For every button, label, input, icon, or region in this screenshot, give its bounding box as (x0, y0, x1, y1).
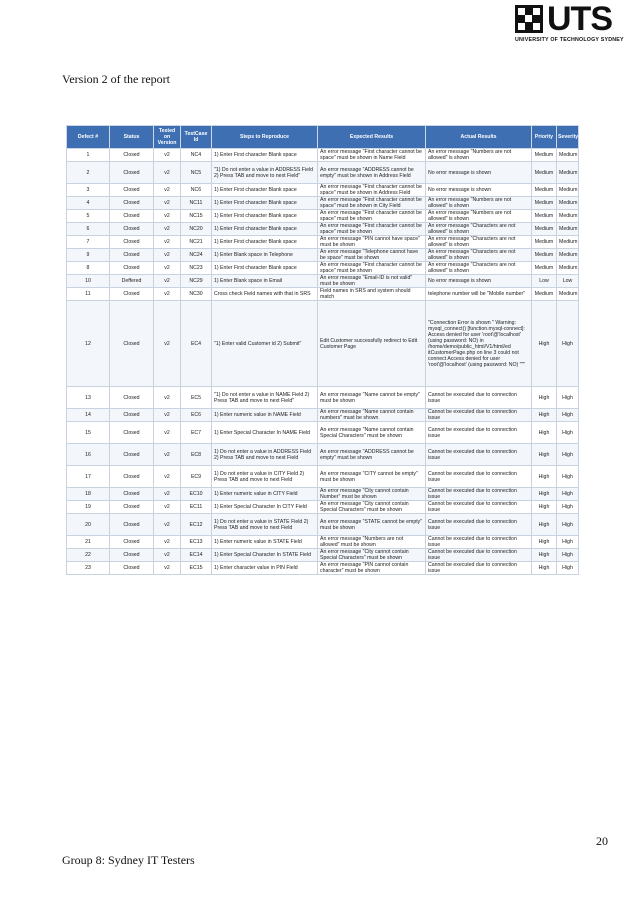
cell-testcase-id: NC6 (181, 184, 212, 197)
cell-version: v2 (154, 184, 181, 197)
cell-steps: Cross check Field names with that in SRS (212, 288, 318, 301)
cell-actual: telephone number will be "Mobile number" (426, 288, 532, 301)
cell-severity: High (557, 301, 579, 387)
uts-logo-subtitle: UNIVERSITY OF TECHNOLOGY SYDNEY (515, 37, 624, 43)
cell-status: Closed (110, 210, 154, 223)
page-number: 20 (596, 834, 608, 848)
cell-actual: Cannot be executed due to connection issue (426, 501, 532, 514)
cell-status: Closed (110, 501, 154, 514)
cell-steps: 1) Enter numeric value in STATE Field (212, 536, 318, 549)
cell-version: v2 (154, 210, 181, 223)
footer-text: Group 8: Sydney IT Testers (62, 853, 195, 867)
cell-status: Closed (110, 422, 154, 444)
cell-severity: High (557, 536, 579, 549)
cell-priority: Medium (532, 262, 557, 275)
cell-priority: High (532, 501, 557, 514)
table-row (67, 409, 579, 422)
cell-severity: Medium (557, 149, 579, 162)
cell-status: Closed (110, 288, 154, 301)
cell-defect-id: 18 (67, 488, 110, 501)
table-row (67, 488, 579, 501)
table-row (67, 162, 579, 184)
cell-steps: 1) Enter character value in PIN Field (212, 562, 318, 575)
cell-expected: An error message "First character cannot be space" must be shown (318, 210, 426, 223)
cell-actual: Cannot be executed due to connection issue (426, 387, 532, 409)
cell-priority: High (532, 422, 557, 444)
cell-actual: "Connection Error is shown " Warning: mysql_connect() [function.mysql-connect]: Access denied for user 'root'@'localhost' (using password: NO) in /home/demo/public_html/V1/html/ed itCustomerPage.php on line 3 could not connect Access denied for user 'root'@'localhost' (using password: NO) """ (426, 301, 532, 387)
cell-status: Closed (110, 197, 154, 210)
cell-expected: An error message "CITY cannot be empty" must be shown (318, 466, 426, 488)
cell-testcase-id: EC11 (181, 501, 212, 514)
cell-version: v2 (154, 562, 181, 575)
cell-severity: Medium (557, 288, 579, 301)
table-row (67, 149, 579, 162)
table-row (67, 549, 579, 562)
cell-expected: An error message "First character cannot be space" must be shown (318, 262, 426, 275)
table-row (67, 249, 579, 262)
cell-actual: Cannot be executed due to connection issue (426, 549, 532, 562)
cell-testcase-id: NC11 (181, 197, 212, 210)
cell-testcase-id: EC13 (181, 536, 212, 549)
cell-priority: High (532, 466, 557, 488)
table-row (67, 197, 579, 210)
cell-testcase-id: EC8 (181, 444, 212, 466)
cell-actual: An error message "Characters are not allowed" is shown (426, 249, 532, 262)
cell-defect-id: 23 (67, 562, 110, 575)
cell-steps: 1) Enter numeric value in CITY Field (212, 488, 318, 501)
cell-expected: An error message "First character cannot be space" must be shown (318, 223, 426, 236)
cell-expected: Edit Customer successfully redirect to Edit Customer Page (318, 301, 426, 387)
cell-steps: 1) Enter First character Blank space (212, 149, 318, 162)
cell-status: Closed (110, 466, 154, 488)
header-actual: Actual Results (426, 126, 532, 149)
cell-severity: High (557, 562, 579, 575)
cell-severity: High (557, 387, 579, 409)
cell-priority: High (532, 301, 557, 387)
cell-actual: Cannot be executed due to connection issue (426, 422, 532, 444)
cell-actual: Cannot be executed due to connection issue (426, 536, 532, 549)
cell-status: Closed (110, 262, 154, 275)
cell-defect-id: 2 (67, 162, 110, 184)
cell-testcase-id: NC15 (181, 210, 212, 223)
cell-severity: Medium (557, 197, 579, 210)
cell-version: v2 (154, 197, 181, 210)
cell-defect-id: 17 (67, 466, 110, 488)
cell-expected: An error message "PIN cannot contain character" must be shown (318, 562, 426, 575)
cell-defect-id: 9 (67, 249, 110, 262)
cell-status: Closed (110, 236, 154, 249)
cell-expected: An error message "PIN cannot have space" must be shown (318, 236, 426, 249)
cell-status: Closed (110, 444, 154, 466)
cell-expected: An error message "Numbers are not allowed" must be shown (318, 536, 426, 549)
cell-actual: An error message "Characters are not allowed" is shown (426, 223, 532, 236)
cell-expected: An error message "City cannot contain Special Characters" must be shown (318, 501, 426, 514)
cell-severity: Medium (557, 236, 579, 249)
cell-steps: 1) Do not enter a value in ADDRESS Field 2) Press TAB and move to next Field (212, 444, 318, 466)
cell-testcase-id: EC5 (181, 387, 212, 409)
header-defect: Defect # (67, 126, 110, 149)
cell-testcase-id: EC15 (181, 562, 212, 575)
cell-testcase-id: EC6 (181, 409, 212, 422)
cell-priority: High (532, 387, 557, 409)
cell-actual: An error message "Characters are not allowed" is shown (426, 236, 532, 249)
cell-actual: Cannot be executed due to connection issue (426, 488, 532, 501)
cell-priority: Low (532, 275, 557, 288)
cell-version: v2 (154, 501, 181, 514)
cell-status: Closed (110, 149, 154, 162)
cell-status: Closed (110, 562, 154, 575)
cell-steps: 1) Enter Special Character In NAME Field (212, 422, 318, 444)
cell-expected: An error message "ADDRESS cannot be empty" must be shown (318, 444, 426, 466)
table-row (67, 236, 579, 249)
cell-defect-id: 21 (67, 536, 110, 549)
cell-actual: Cannot be executed due to connection issue (426, 466, 532, 488)
cell-expected: An error message "Name cannot contain Special Characters" must be shown (318, 422, 426, 444)
cell-severity: High (557, 444, 579, 466)
cell-steps: 1) Enter numeric value in NAME Field (212, 409, 318, 422)
cell-defect-id: 14 (67, 409, 110, 422)
cell-defect-id: 1 (67, 149, 110, 162)
cell-version: v2 (154, 422, 181, 444)
defect-table (66, 125, 579, 575)
cell-version: v2 (154, 149, 181, 162)
cell-severity: Low (557, 275, 579, 288)
cell-expected: An error message "Telephone cannot have be space" must be shown (318, 249, 426, 262)
cell-expected: An error message "Email-ID is not valid" must be shown (318, 275, 426, 288)
cell-actual: No error message is shown (426, 275, 532, 288)
table-row (67, 501, 579, 514)
cell-testcase-id: NC29 (181, 275, 212, 288)
header-expected: Expected Results (318, 126, 426, 149)
header-steps: Steps to Reproduce (212, 126, 318, 149)
cell-expected: An error message "First character cannot be space" must be shown in Address Field (318, 184, 426, 197)
cell-steps: 1) Enter First character Blank space (212, 236, 318, 249)
header-status: Status (110, 126, 154, 149)
table-row (67, 466, 579, 488)
cell-steps: 1) Enter Special Character In CITY Field (212, 501, 318, 514)
cell-testcase-id: NC4 (181, 149, 212, 162)
cell-testcase-id: EC4 (181, 301, 212, 387)
cell-version: v2 (154, 409, 181, 422)
table-row (67, 387, 579, 409)
cell-defect-id: 10 (67, 275, 110, 288)
cell-priority: High (532, 444, 557, 466)
cell-defect-id: 5 (67, 210, 110, 223)
uts-logo-mark-icon (515, 5, 543, 33)
cell-steps: 1) Enter First character Blank space (212, 210, 318, 223)
cell-version: v2 (154, 466, 181, 488)
cell-actual: An error message "Numbers are not allowed" is shown (426, 210, 532, 223)
uts-logo (515, 0, 624, 48)
cell-testcase-id: EC14 (181, 549, 212, 562)
cell-status: Closed (110, 301, 154, 387)
cell-priority: Medium (532, 223, 557, 236)
cell-actual: Cannot be executed due to connection issue (426, 409, 532, 422)
cell-steps: 1) Do not enter a value in STATE Field 2) Press TAB and move to next Field (212, 514, 318, 536)
table-row (67, 275, 579, 288)
cell-severity: Medium (557, 210, 579, 223)
cell-defect-id: 22 (67, 549, 110, 562)
cell-version: v2 (154, 275, 181, 288)
cell-status: Deffered (110, 275, 154, 288)
cell-steps: 1) Enter First character Blank space (212, 184, 318, 197)
header-tested-on-version: Tested on Version (154, 126, 181, 149)
cell-version: v2 (154, 236, 181, 249)
cell-testcase-id: EC10 (181, 488, 212, 501)
cell-priority: High (532, 488, 557, 501)
cell-priority: High (532, 562, 557, 575)
cell-actual: An error message "Characters are not allowed" is shown (426, 262, 532, 275)
cell-steps: 1) Enter First character Blank space (212, 197, 318, 210)
cell-actual: An error message "Numbers are not allowed" is shown (426, 197, 532, 210)
cell-actual: Cannot be executed due to connection issue (426, 444, 532, 466)
cell-priority: Medium (532, 149, 557, 162)
cell-expected: An error message "Name cannot be empty" must be shown (318, 387, 426, 409)
cell-status: Closed (110, 488, 154, 501)
cell-steps: 1) Enter First character Blank space (212, 262, 318, 275)
cell-expected: An error message "First character cannot be space" must be shown in Name Field (318, 149, 426, 162)
cell-defect-id: 8 (67, 262, 110, 275)
table-row (67, 444, 579, 466)
cell-defect-id: 11 (67, 288, 110, 301)
cell-severity: High (557, 501, 579, 514)
cell-status: Closed (110, 387, 154, 409)
cell-testcase-id: EC12 (181, 514, 212, 536)
cell-testcase-id: NC23 (181, 262, 212, 275)
cell-version: v2 (154, 301, 181, 387)
cell-version: v2 (154, 387, 181, 409)
cell-steps: 1) Enter Special Character In STATE Field (212, 549, 318, 562)
cell-version: v2 (154, 162, 181, 184)
cell-expected: Field names in SRS and system should match (318, 288, 426, 301)
cell-testcase-id: NC5 (181, 162, 212, 184)
cell-severity: Medium (557, 249, 579, 262)
table-row (67, 288, 579, 301)
cell-severity: Medium (557, 162, 579, 184)
cell-version: v2 (154, 536, 181, 549)
cell-priority: Medium (532, 210, 557, 223)
cell-severity: High (557, 466, 579, 488)
cell-version: v2 (154, 262, 181, 275)
cell-version: v2 (154, 223, 181, 236)
table-row (67, 562, 579, 575)
cell-steps: 1) Enter Blank space in Email (212, 275, 318, 288)
table-row (67, 210, 579, 223)
cell-defect-id: 4 (67, 197, 110, 210)
cell-defect-id: 6 (67, 223, 110, 236)
cell-steps: 1) Do not enter a value in CITY Field 2) Press TAB and move to next Field (212, 466, 318, 488)
cell-severity: Medium (557, 223, 579, 236)
cell-defect-id: 7 (67, 236, 110, 249)
table-row (67, 184, 579, 197)
cell-testcase-id: NC30 (181, 288, 212, 301)
cell-status: Closed (110, 536, 154, 549)
cell-steps: 1) Enter First character Blank space (212, 223, 318, 236)
cell-actual: Cannot be executed due to connection issue (426, 562, 532, 575)
cell-version: v2 (154, 514, 181, 536)
cell-actual: No error message is shown (426, 184, 532, 197)
table-row (67, 223, 579, 236)
cell-priority: Medium (532, 249, 557, 262)
cell-priority: Medium (532, 236, 557, 249)
cell-status: Closed (110, 249, 154, 262)
cell-severity: High (557, 409, 579, 422)
cell-expected: An error message "ADDRESS cannot be empty" must be shown in Address Field (318, 162, 426, 184)
cell-version: v2 (154, 288, 181, 301)
cell-priority: Medium (532, 162, 557, 184)
cell-priority: Medium (532, 184, 557, 197)
cell-actual: No error message is shown (426, 162, 532, 184)
cell-steps: "1) Enter valid Customer id 2) Submit" (212, 301, 318, 387)
cell-status: Closed (110, 514, 154, 536)
table-row (67, 262, 579, 275)
table-row (67, 514, 579, 536)
cell-priority: Medium (532, 197, 557, 210)
header-priority: Priority (532, 126, 557, 149)
cell-version: v2 (154, 549, 181, 562)
cell-defect-id: 19 (67, 501, 110, 514)
cell-version: v2 (154, 249, 181, 262)
cell-defect-id: 15 (67, 422, 110, 444)
cell-status: Closed (110, 162, 154, 184)
cell-severity: High (557, 514, 579, 536)
cell-defect-id: 12 (67, 301, 110, 387)
cell-defect-id: 13 (67, 387, 110, 409)
cell-status: Closed (110, 184, 154, 197)
table-body (67, 149, 579, 575)
cell-expected: An error message "STATE cannot be empty" must be shown (318, 514, 426, 536)
uts-logo-text: UTS (547, 0, 612, 38)
cell-defect-id: 3 (67, 184, 110, 197)
table-row (67, 422, 579, 444)
header-severity: Severity (557, 126, 579, 149)
cell-testcase-id: NC20 (181, 223, 212, 236)
cell-severity: High (557, 422, 579, 444)
cell-severity: Medium (557, 184, 579, 197)
cell-expected: An error message "Name cannot contain numbers" must be shown (318, 409, 426, 422)
cell-priority: High (532, 514, 557, 536)
cell-actual: An error message "Numbers are not allowed" is shown (426, 149, 532, 162)
cell-defect-id: 20 (67, 514, 110, 536)
version-text: Version 2 of the report (62, 72, 170, 86)
cell-testcase-id: EC9 (181, 466, 212, 488)
cell-testcase-id: EC7 (181, 422, 212, 444)
cell-testcase-id: NC21 (181, 236, 212, 249)
cell-expected: An error message "City cannot contain Number" must be shown (318, 488, 426, 501)
header-testcase-id: TestCase Id (181, 126, 212, 149)
cell-priority: Medium (532, 288, 557, 301)
cell-status: Closed (110, 409, 154, 422)
cell-severity: High (557, 549, 579, 562)
cell-status: Closed (110, 223, 154, 236)
cell-severity: Medium (557, 262, 579, 275)
cell-expected: An error message "City cannot contain Special Characters" must be shown (318, 549, 426, 562)
table-header-row (67, 126, 579, 149)
cell-priority: High (532, 409, 557, 422)
cell-severity: High (557, 488, 579, 501)
cell-actual: Cannot be executed due to connection issue (426, 514, 532, 536)
cell-version: v2 (154, 444, 181, 466)
cell-version: v2 (154, 488, 181, 501)
cell-priority: High (532, 549, 557, 562)
cell-expected: An error message "First character cannot be space" must be shown in City Field (318, 197, 426, 210)
cell-steps: 1) Enter Blank space in Telephone (212, 249, 318, 262)
cell-testcase-id: NC24 (181, 249, 212, 262)
cell-steps: "1) Do not enter a value in NAME Field 2) Press TAB and move to next Field" (212, 387, 318, 409)
cell-defect-id: 16 (67, 444, 110, 466)
table-row (67, 301, 579, 387)
cell-status: Closed (110, 549, 154, 562)
cell-steps: "1) Do not enter a value in ADDRESS Field 2) Press TAB and move to next Field" (212, 162, 318, 184)
cell-priority: High (532, 536, 557, 549)
table-row (67, 536, 579, 549)
